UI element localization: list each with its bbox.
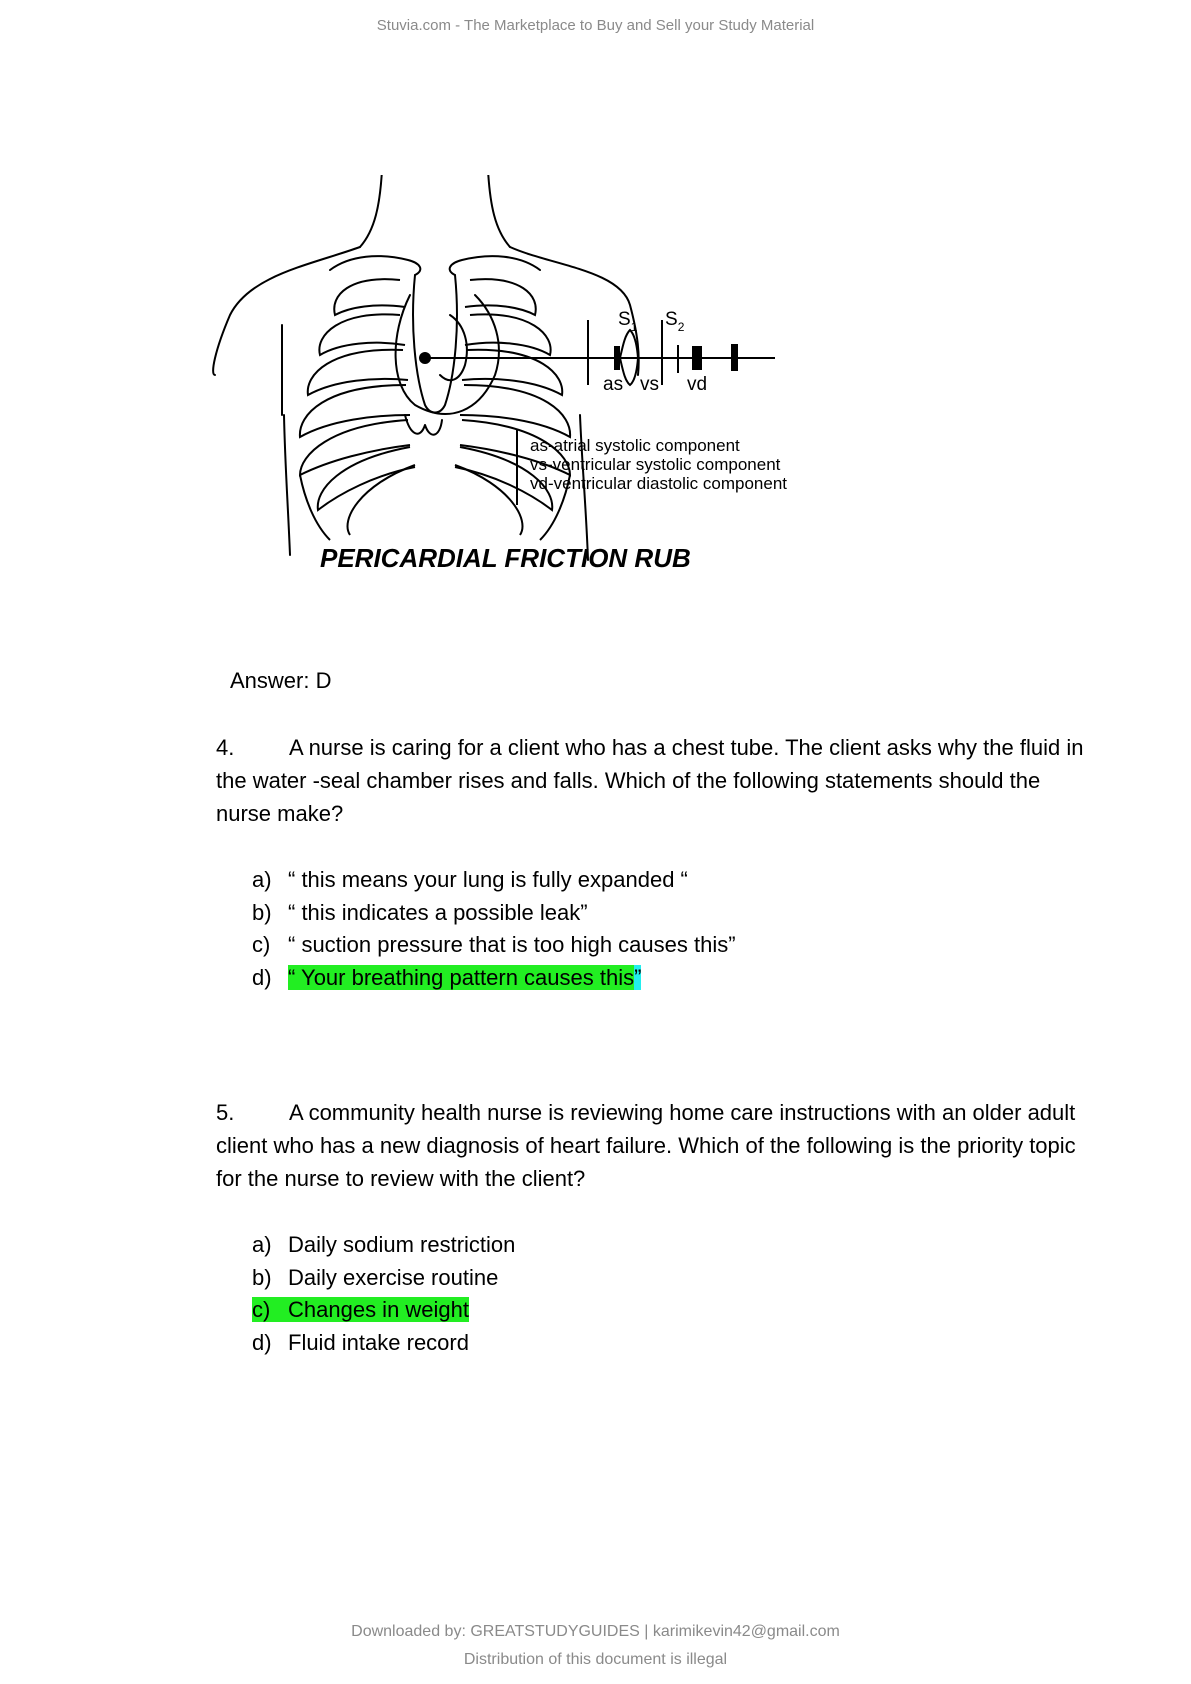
previous-answer: Answer: D <box>230 668 332 693</box>
option-d: d) Fluid intake record <box>252 1329 469 1355</box>
highlighted-answer: “ Your breathing pattern causes this <box>288 964 635 990</box>
question-number: 5. <box>216 1100 235 1125</box>
sternum <box>413 275 457 413</box>
neck-left-line <box>360 175 382 247</box>
question-number: 4. <box>216 735 235 760</box>
left-side-line <box>284 415 290 555</box>
figure-title: PERICARDIAL FRICTION RUB <box>320 543 691 573</box>
option-b: b) “ this indicates a possible leak” <box>252 899 588 925</box>
question-text: A community health nurse is reviewing home care instructions with an older adult client who has a new diagnosis of heart failure. Which of the following is the priority topic for the nurse to review with the client? <box>216 1100 1076 1191</box>
left-shoulder <box>213 247 360 375</box>
right-ribs <box>455 279 570 540</box>
option-a: a) “ this means your lung is fully expanded “ <box>252 867 688 892</box>
option-c-correct <box>252 1294 515 1327</box>
legend-as: as-atrial systolic component <box>530 436 740 455</box>
question-5 <box>216 1096 1086 1195</box>
question-text: A nurse is caring for a client who has a chest tube. The client asks why the fluid in the water -seal chamber rises and falls. Which of the following statements should the nurse make? <box>216 735 1084 826</box>
question-4-options <box>252 864 736 994</box>
xiphoid <box>405 415 442 435</box>
vd-label: vd <box>687 374 708 395</box>
option-b: b) Daily exercise routine <box>252 1264 499 1290</box>
legend-vs: vs-ventricular systolic component <box>530 455 781 474</box>
left-ribs <box>300 279 415 540</box>
right-clavicle <box>450 256 540 275</box>
distribution-notice: Distribution of this document is illegal <box>463 1651 728 1668</box>
chest-diagram <box>210 175 890 615</box>
watermark-header: Stuvia.com - The Marketplace to Buy and Sell your Study Material <box>376 17 815 34</box>
question-5-options <box>252 1229 515 1359</box>
option-a: a) Daily sodium restriction <box>252 1232 516 1257</box>
highlighted-answer: c) Changes in weight <box>252 1297 470 1322</box>
option-c: c) “ suction pressure that is too high causes this” <box>252 932 736 957</box>
pericardial-friction-rub-figure <box>210 175 890 615</box>
s1-label: $S_1$ <box>618 309 638 334</box>
s2-label: $S_2$ <box>665 309 685 334</box>
as-label: as <box>603 374 624 395</box>
legend-vd: vd-ventricular diastolic component <box>530 474 788 493</box>
download-footer: Downloaded by: GREATSTUDYGUIDES | karimikevin42@gmail.com <box>351 1623 840 1640</box>
neck-right-line <box>488 175 510 247</box>
question-4 <box>216 731 1086 830</box>
option-d-correct: d) “ Your breathing pattern causes this” <box>252 964 642 990</box>
left-clavicle <box>330 256 420 275</box>
vs-label: vs <box>640 374 659 395</box>
